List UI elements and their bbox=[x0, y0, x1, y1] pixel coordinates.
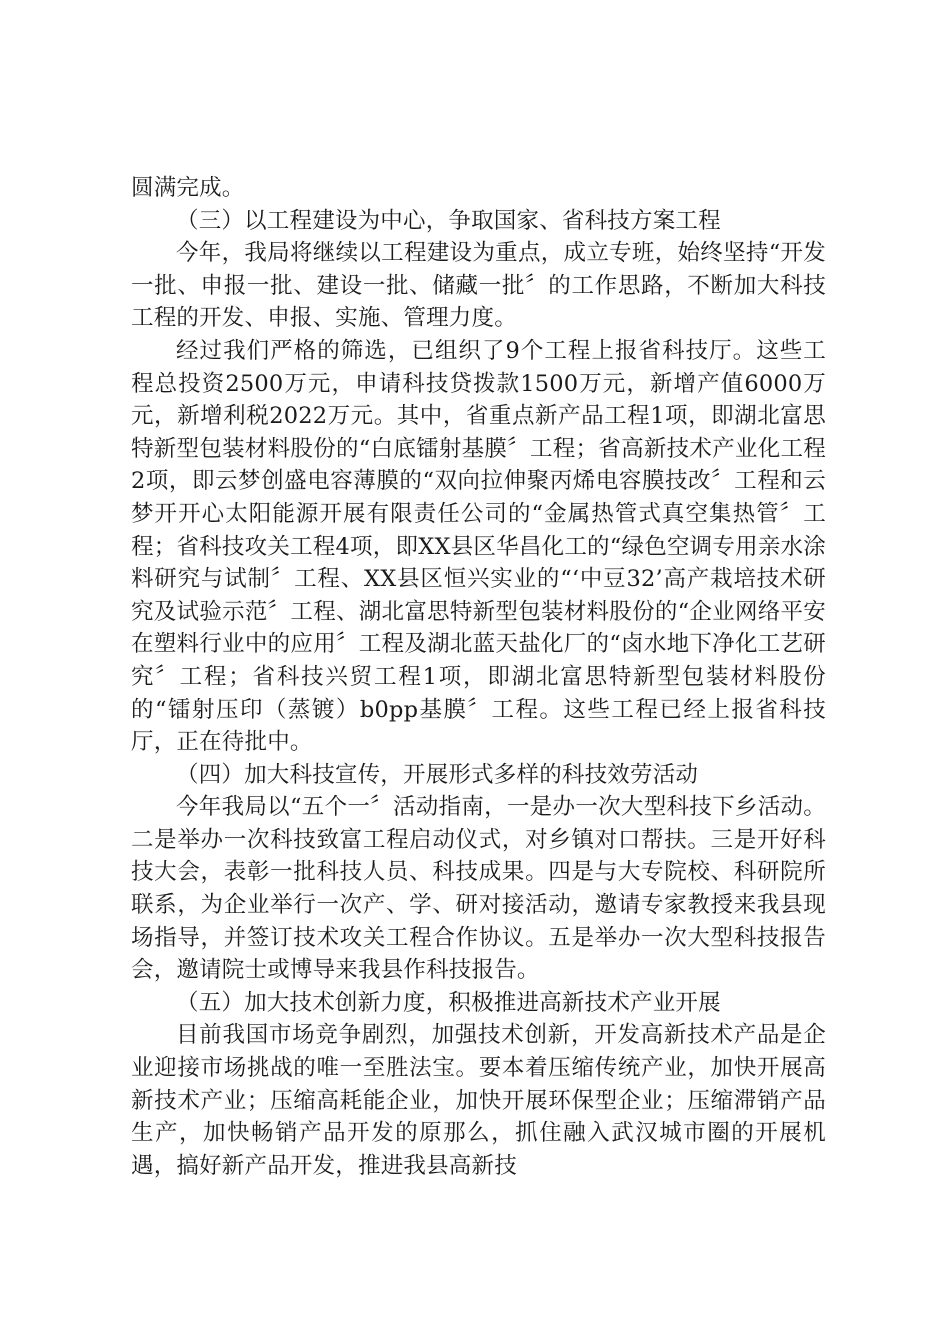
paragraph-project-strategy: 今年，我局将继续以工程建设为重点，成立专班，始终坚持“开发一批、申报一批、建设一批、储藏一批〞的工作思路，不断加大科技工程的开发、申报、实施、管理力度。 bbox=[131, 240, 826, 332]
section-heading-5: （五）加大技术创新力度，积极推进高新技术产业开展 bbox=[176, 989, 721, 1016]
document-body bbox=[131, 172, 826, 1182]
section-heading-3: （三）以工程建设为中心，争取国家、省科技方案工程 bbox=[176, 207, 721, 234]
paragraph-project-list: 经过我们严格的筛选，已组织了9个工程上报省科技厅。这些工程总投资2500万元，申请科技贷拨款1500万元，新增产值6000万元，新增利税2022万元。其中，省重点新产品工程1项，即湖北富思特新型包装材料股份的“白底镭射基膜〞工程；省高新技术产业化工程2项，即云梦创盛电容薄膜的“双向拉伸聚丙烯电容膜技改〞工程和云梦开开心太阳能源开展有限责任公司的“金属热管式真空集热管〞工程；省科技攻关工程4项，即XX县区华昌化工的“绿色空调专用亲水涂料研究与试制〞工程、XX县区恒兴实业的“‘中豆32’高产栽培技术研究及试验示范〞工程、湖北富思特新型包装材料股份的“企业网络平安在塑料行业中的应用〞工程及湖北蓝天盐化厂的“卤水地下净化工艺研究〞工程；省科技兴贸工程1项，即湖北富思特新型包装材料股份的“镭射压印（蒸镀）b0pp基膜〞工程。这些工程已经上报省科技厅，正在待批中。 bbox=[131, 337, 826, 756]
paragraph-continuation: 圆满完成。 bbox=[131, 175, 245, 201]
section-heading-4: （四）加大科技宣传，开展形式多样的科技效劳活动 bbox=[176, 761, 699, 788]
paragraph-innovation: 目前我国市场竞争剧烈，加强技术创新，开发高新技术产品是企业迎接市场挑战的唯一至胜法宝。要本着压缩传统产业，加快开展高新技术产业；压缩高耗能企业，加快开展环保型企业；压缩滞销产品生产，加快畅销产品开发的原那么，抓住融入武汉城市圈的开展机遇，搞好新产品开发，推进我县高新技 bbox=[131, 1022, 826, 1179]
paragraph-five-activities: 今年我局以“五个一〞活动指南，一是办一次大型科技下乡活动。二是举办一次科技致富工程启动仪式，对乡镇对口帮扶。三是开好科技大会，表彰一批科技人员、科技成果。四是与大专院校、科研院所联系，为企业举行一次产、学、研对接活动，邀请专家教授来我县现场指导，并签订技术攻关工程合作协议。五是举办一次大型科技报告会，邀请院士或博导来我县作科技报告。 bbox=[131, 794, 826, 984]
